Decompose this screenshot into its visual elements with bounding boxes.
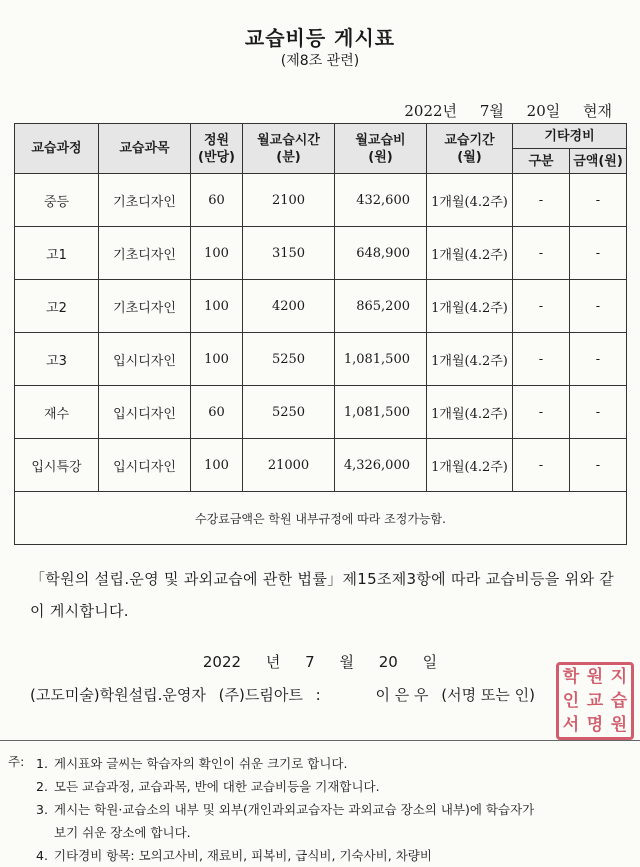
as-of-day: 20일 <box>526 102 561 120</box>
cell-capacity: 60 <box>191 386 243 439</box>
cell-subject: 입시디자인 <box>99 333 191 386</box>
section-divider <box>0 740 640 741</box>
cell-period: 1개월(4.2주) <box>427 280 513 333</box>
header-other-amount: 금액(원) <box>570 149 627 174</box>
sign-colon: : <box>315 686 321 704</box>
cell-course: 중등 <box>15 174 99 227</box>
cell-period: 1개월(4.2주) <box>427 227 513 280</box>
seal-char: 인 <box>562 690 580 711</box>
seal-char: 학 <box>562 666 580 687</box>
cell-course: 입시특강 <box>15 439 99 492</box>
cell-period: 1개월(4.2주) <box>427 439 513 492</box>
seal-char: 지 <box>610 666 628 687</box>
academy-operator: (고도미술)학원설립.운영자 <box>30 686 206 704</box>
cell-course: 고3 <box>15 333 99 386</box>
cell-other-type: - <box>513 439 570 492</box>
header-course: 교습과정 <box>15 124 99 174</box>
cell-other-amount: - <box>570 386 627 439</box>
header-fee-line2: (원) <box>368 149 393 165</box>
seal-char: 원 <box>586 666 604 687</box>
cell-capacity: 100 <box>191 280 243 333</box>
sign-year-unit: 년 <box>265 653 281 671</box>
sign-day-unit: 일 <box>422 653 438 671</box>
cell-period: 1개월(4.2주) <box>427 386 513 439</box>
cell-fee: 1,081,500 <box>335 386 427 439</box>
document-subtitle: (제8조 관련) <box>280 53 360 69</box>
header-monthly-hours <box>243 124 335 174</box>
note-number: 4. <box>36 848 48 863</box>
as-of-month: 7월 <box>479 102 504 120</box>
cell-course: 고2 <box>15 280 99 333</box>
header-period-line2: (월) <box>457 149 482 165</box>
cell-period: 1개월(4.2주) <box>427 174 513 227</box>
document-title: 교습비등 게시표 <box>244 26 396 50</box>
header-hours-line2: (분) <box>276 149 301 165</box>
note-item <box>36 775 632 798</box>
posting-statement: 「학원의 설립.운영 및 과외교습에 관한 법률」제15조제3항에 따라 교습비등을 위와 같이 게시합니다. <box>30 570 615 620</box>
cell-other-amount: - <box>570 439 627 492</box>
cell-other-type: - <box>513 174 570 227</box>
table-row <box>15 227 627 280</box>
company-name: (주)드림아트 <box>218 686 303 704</box>
header-period-line1: 교습기간 <box>444 132 495 148</box>
cell-other-amount: - <box>570 280 627 333</box>
signature-date <box>0 651 640 672</box>
official-seal-stamp <box>556 662 634 740</box>
table-row <box>15 386 627 439</box>
cell-capacity: 60 <box>191 174 243 227</box>
as-of-date <box>404 100 612 121</box>
cell-fee: 865,200 <box>335 280 427 333</box>
note-item <box>36 752 632 775</box>
cell-other-amount: - <box>570 174 627 227</box>
as-of-suffix: 현재 <box>583 102 612 120</box>
cell-other-type: - <box>513 386 570 439</box>
cell-course: 고1 <box>15 227 99 280</box>
seal-char: 원 <box>610 714 628 735</box>
note-number: 3. <box>36 802 48 817</box>
note-text: 기타경비 항목: 모의고사비, 재료비, 피복비, 급식비, 기숙사비, 차량비 <box>54 848 432 863</box>
cell-minutes: 2100 <box>243 174 335 227</box>
header-subject: 교습과목 <box>99 124 191 174</box>
header-period <box>427 124 513 174</box>
note-item <box>36 798 632 844</box>
cell-capacity: 100 <box>191 227 243 280</box>
header-other-type: 구분 <box>513 149 570 174</box>
cell-fee: 432,600 <box>335 174 427 227</box>
fee-table <box>14 123 627 545</box>
seal-char: 명 <box>586 714 604 735</box>
cell-capacity: 100 <box>191 439 243 492</box>
table-row <box>15 333 627 386</box>
cell-minutes: 5250 <box>243 333 335 386</box>
note-number: 2. <box>36 779 48 794</box>
header-fee-line1: 월교습비 <box>355 132 406 148</box>
cell-other-type: - <box>513 333 570 386</box>
cell-fee: 4,326,000 <box>335 439 427 492</box>
notes-label: 주: <box>8 754 25 769</box>
seal-char: 교 <box>586 690 604 711</box>
sign-month: 7 <box>305 653 315 671</box>
cell-subject: 기초디자인 <box>99 174 191 227</box>
cell-subject: 입시디자인 <box>99 439 191 492</box>
representative-name: 이 은 우 <box>375 686 429 704</box>
header-capacity <box>191 124 243 174</box>
table-footnote-row <box>15 492 627 545</box>
cell-minutes: 5250 <box>243 386 335 439</box>
sign-month-unit: 월 <box>339 653 354 671</box>
sign-year: 2022 <box>202 653 242 671</box>
note-number: 1. <box>36 756 48 771</box>
notes-list <box>36 752 632 867</box>
table-row <box>15 174 627 227</box>
sign-day: 20 <box>378 653 398 671</box>
table-row <box>15 280 627 333</box>
cell-minutes: 21000 <box>243 439 335 492</box>
table-row <box>15 439 627 492</box>
cell-capacity: 100 <box>191 333 243 386</box>
header-capacity-line1: 정원 <box>203 132 230 148</box>
cell-fee: 1,081,500 <box>335 333 427 386</box>
header-capacity-line2: (반당) <box>198 149 235 165</box>
note-text: 게시는 학원·교습소의 내부 및 외부(개인과외교습자는 과외교습 장소의 내부)에 학습자가 <box>54 802 535 817</box>
cell-minutes: 3150 <box>243 227 335 280</box>
cell-other-type: - <box>513 280 570 333</box>
note-item <box>36 844 632 867</box>
signature-line <box>30 684 630 705</box>
cell-course: 재수 <box>15 386 99 439</box>
cell-other-amount: - <box>570 333 627 386</box>
note-text: 게시표와 글씨는 학습자의 확인이 쉬운 크기로 합니다. <box>54 756 348 771</box>
header-other-expenses: 기타경비 <box>513 124 627 149</box>
cell-subject: 입시디자인 <box>99 386 191 439</box>
note-text: 모든 교습과정, 교습과목, 반에 대한 교습비등을 기재합니다. <box>54 779 380 794</box>
cell-subject: 기초디자인 <box>99 280 191 333</box>
header-hours-line1: 월교습시간 <box>257 132 320 148</box>
seal-char: 서 <box>562 714 580 735</box>
header-monthly-fee <box>335 124 427 174</box>
as-of-year: 2022년 <box>404 102 458 120</box>
cell-period: 1개월(4.2주) <box>427 333 513 386</box>
table-footnote: 수강료금액은 학원 내부규정에 따라 조정가능함. <box>15 492 627 545</box>
note-text-continued: 보기 쉬운 장소에 합니다. <box>54 825 191 840</box>
cell-fee: 648,900 <box>335 227 427 280</box>
seal-char: 습 <box>610 690 628 711</box>
cell-minutes: 4200 <box>243 280 335 333</box>
cell-other-type: - <box>513 227 570 280</box>
cell-other-amount: - <box>570 227 627 280</box>
cell-subject: 기초디자인 <box>99 227 191 280</box>
sign-or-seal-note: (서명 또는 인) <box>441 686 535 704</box>
